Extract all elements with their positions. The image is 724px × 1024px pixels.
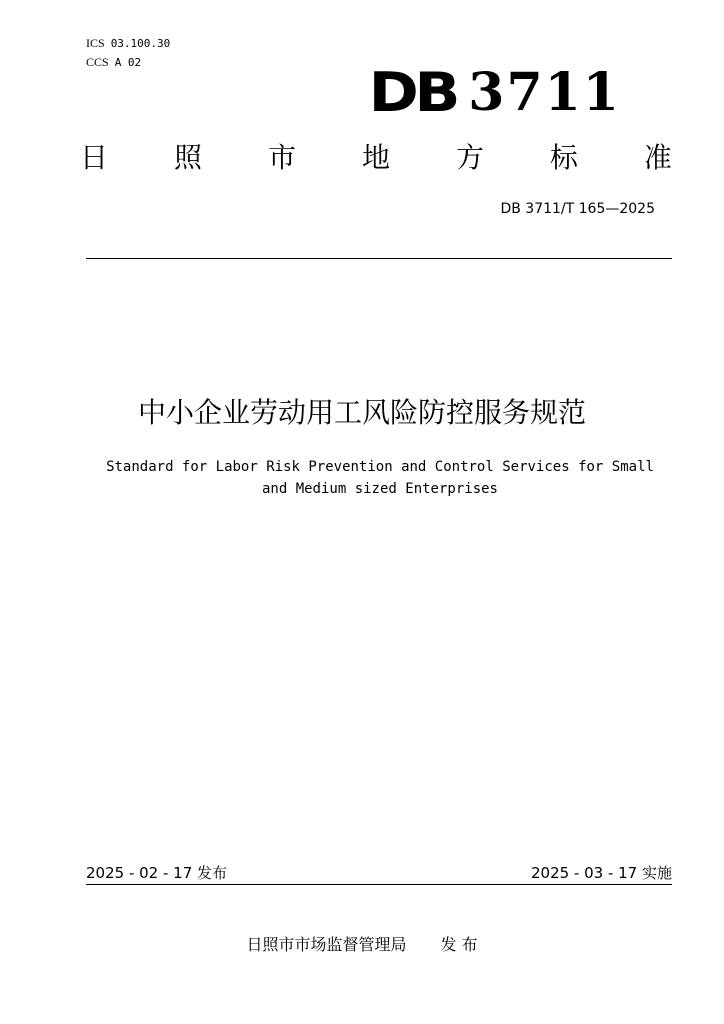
ics-code: 03.100.30: [110, 37, 171, 50]
chinese-title: 中小企业劳动用工风险防控服务规范: [137, 396, 586, 429]
standard-type-char: 市: [267, 141, 296, 174]
ccs-classification: [86, 55, 141, 70]
bottom-divider: [86, 884, 672, 885]
standard-type-heading: [80, 140, 672, 176]
english-title-line-2: and Medium sized Enterprises: [261, 481, 498, 497]
publish-date: 2025 - 02 - 17 发布: [86, 864, 228, 882]
standard-type-char: 准: [643, 141, 672, 174]
top-divider: [86, 258, 672, 259]
issuer-line: [0, 934, 724, 956]
ics-classification: [86, 36, 170, 51]
implement-date: 2025 - 03 - 17 实施: [530, 864, 672, 882]
standard-type-char: 照: [173, 141, 202, 174]
db-logo-number: 3711: [468, 62, 621, 123]
db-logo-letters: DB: [368, 61, 457, 124]
english-title: [90, 456, 670, 500]
db-logo: [368, 58, 621, 124]
ccs-label: CCS: [86, 55, 109, 69]
standard-type-char: 方: [455, 141, 484, 174]
issuer-name: 日照市市场监督管理局: [246, 935, 407, 954]
standard-type-char: 标: [549, 141, 578, 174]
english-title-line-1: Standard for Labor Risk Prevention and Control Services for Small: [106, 459, 654, 475]
standard-type-char: 地: [361, 141, 390, 174]
ics-label: ICS: [86, 36, 105, 50]
standard-number: DB 3711/T 165—2025: [500, 201, 655, 217]
ccs-code: A 02: [114, 56, 142, 69]
standard-type-char: 日: [80, 141, 109, 174]
issuer-action: 发 布: [440, 935, 478, 954]
